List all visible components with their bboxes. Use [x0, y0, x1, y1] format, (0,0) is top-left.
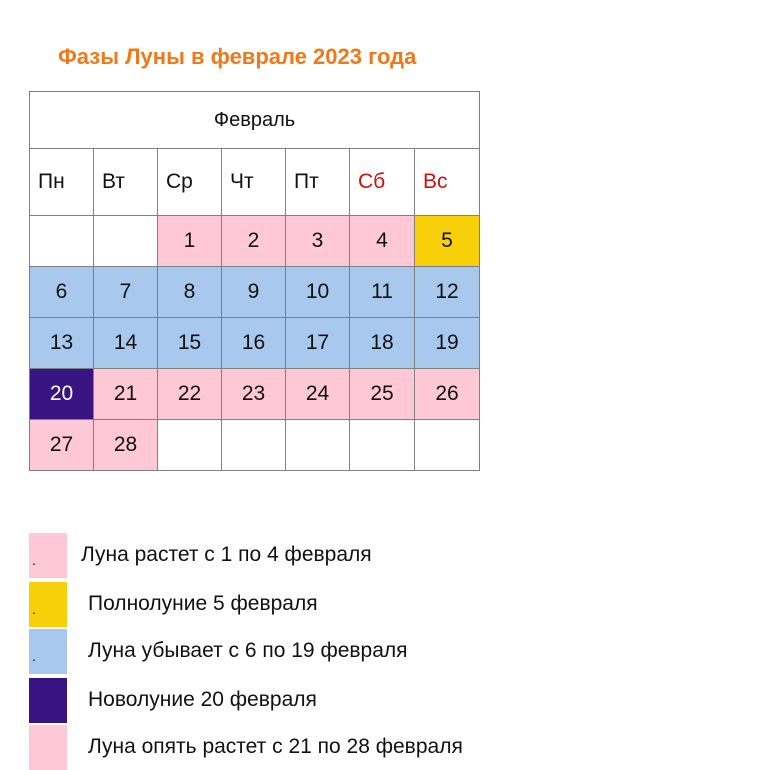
- calendar-body: [30, 92, 480, 471]
- day-cell: 28: [94, 420, 158, 471]
- day-cell: 14: [94, 318, 158, 369]
- day-cell: 3: [286, 216, 350, 267]
- day-cell: 17: [286, 318, 350, 369]
- empty-day-cell: [350, 420, 415, 471]
- calendar-week-row: [30, 420, 480, 471]
- legend-label: Луна растет с 1 по 4 февраля: [81, 543, 372, 566]
- day-cell: 21: [94, 369, 158, 420]
- day-cell: 26: [415, 369, 480, 420]
- day-cell: 22: [158, 369, 222, 420]
- day-cell: 15: [158, 318, 222, 369]
- day-cell: 6: [30, 267, 94, 318]
- day-cell: 7: [94, 267, 158, 318]
- weekday-header: Чт: [222, 149, 286, 216]
- day-cell: 25: [350, 369, 415, 420]
- legend-swatch: [29, 629, 67, 674]
- calendar-week-row: [30, 216, 480, 267]
- legend-item: [29, 629, 729, 674]
- calendar-table: [29, 91, 480, 471]
- legend-label: Новолуние 20 февраля: [88, 688, 317, 711]
- legend-label: Луна убывает с 6 по 19 февраля: [88, 639, 408, 662]
- day-cell: 11: [350, 267, 415, 318]
- day-cell: 27: [30, 420, 94, 471]
- empty-day-cell: [94, 216, 158, 267]
- day-cell: 8: [158, 267, 222, 318]
- day-cell: 13: [30, 318, 94, 369]
- weekday-header: Вт: [94, 149, 158, 216]
- empty-day-cell: [158, 420, 222, 471]
- day-cell: 19: [415, 318, 480, 369]
- legend-item: [29, 678, 729, 723]
- day-cell: 2: [222, 216, 286, 267]
- calendar-week-row: [30, 267, 480, 318]
- weekday-header: Пт: [286, 149, 350, 216]
- legend-item: [29, 582, 729, 627]
- legend-item: [29, 533, 729, 578]
- calendar-week-row: [30, 318, 480, 369]
- day-cell: 16: [222, 318, 286, 369]
- empty-day-cell: [286, 420, 350, 471]
- month-header: Февраль: [30, 92, 480, 149]
- day-cell: 5: [415, 216, 480, 267]
- legend-marker: .: [32, 601, 36, 617]
- weekday-header-row: [30, 149, 480, 216]
- page-title: Фазы Луны в феврале 2023 года: [58, 44, 417, 69]
- empty-day-cell: [415, 420, 480, 471]
- day-cell: 18: [350, 318, 415, 369]
- weekday-header: Ср: [158, 149, 222, 216]
- empty-day-cell: [30, 216, 94, 267]
- day-cell: 24: [286, 369, 350, 420]
- day-cell: 4: [350, 216, 415, 267]
- weekday-header: Сб: [350, 149, 415, 216]
- legend-label: Полнолуние 5 февраля: [88, 592, 318, 615]
- legend-marker: .: [32, 552, 36, 568]
- legend-swatch: [29, 678, 67, 723]
- legend-swatch: [29, 725, 67, 770]
- day-cell: 10: [286, 267, 350, 318]
- day-cell: 23: [222, 369, 286, 420]
- day-cell: 1: [158, 216, 222, 267]
- calendar-week-row: [30, 369, 480, 420]
- weekday-header: Пн: [30, 149, 94, 216]
- legend-swatch: [29, 582, 67, 627]
- day-cell: 12: [415, 267, 480, 318]
- legend-swatch: [29, 533, 67, 578]
- legend-marker: .: [32, 648, 36, 664]
- legend-item: [29, 725, 729, 770]
- legend-label: Луна опять растет с 21 по 28 февраля: [88, 735, 463, 758]
- day-cell: 20: [30, 369, 94, 420]
- empty-day-cell: [222, 420, 286, 471]
- day-cell: 9: [222, 267, 286, 318]
- weekday-header: Вс: [415, 149, 480, 216]
